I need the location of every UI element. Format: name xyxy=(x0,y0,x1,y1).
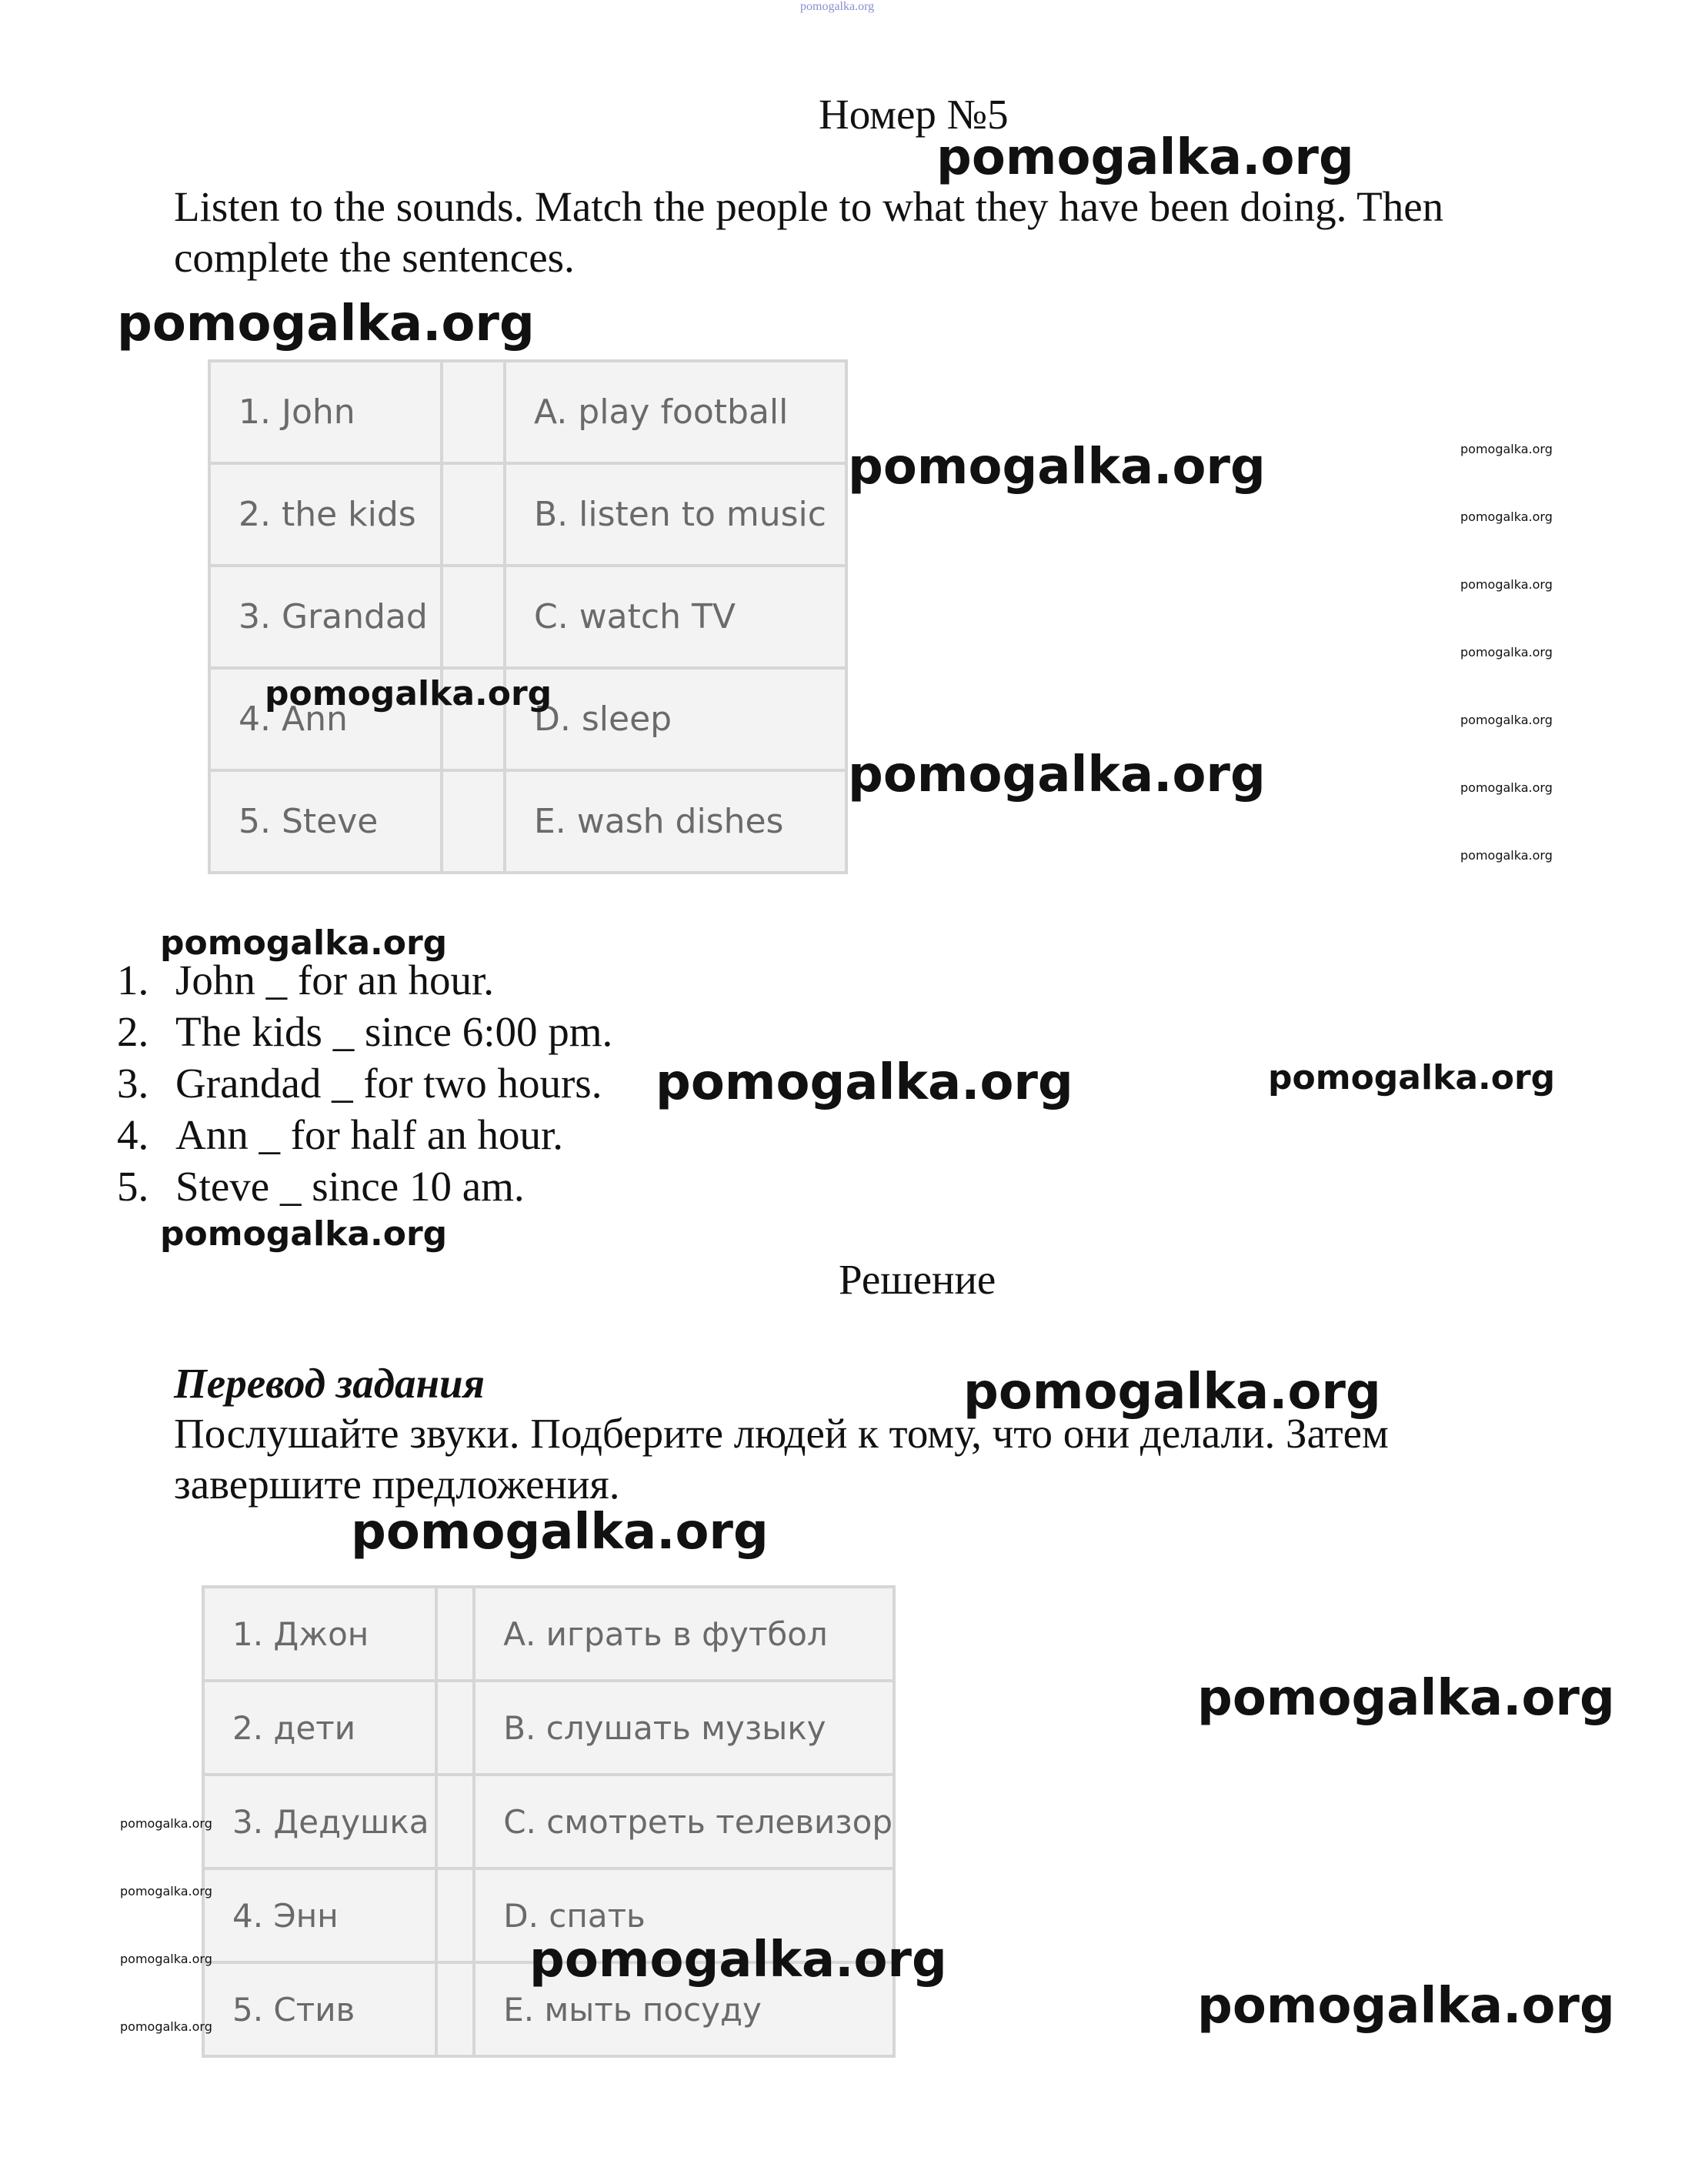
activity-cell: E. wash dishes xyxy=(505,770,846,873)
watermark: pomogalka.org xyxy=(963,1364,1381,1421)
activity-cell: D. sleep xyxy=(505,668,846,770)
activity-cell: Е. мыть посуду xyxy=(474,1962,894,2056)
table-row xyxy=(203,1681,894,1775)
watermark: pomogalka.org xyxy=(1460,645,1553,660)
answer-cell xyxy=(442,463,505,566)
person-cell: 5. Стив xyxy=(203,1962,436,2056)
activity-cell: B. listen to music xyxy=(505,463,846,566)
item-number: 3. xyxy=(117,1060,149,1107)
sentence-text: The kids _ since 6:00 pm. xyxy=(175,1008,613,1055)
person-cell: 5. Steve xyxy=(209,770,442,873)
list-item xyxy=(117,954,612,1006)
activity-cell: D. спать xyxy=(474,1868,894,1962)
sentence-text: Grandad _ for two hours. xyxy=(175,1060,602,1107)
watermark: pomogalka.org xyxy=(160,923,448,963)
watermark: pomogalka.org xyxy=(265,674,552,713)
list-item xyxy=(117,1057,612,1109)
answer-cell xyxy=(442,566,505,668)
table-row xyxy=(203,1775,894,1868)
sentence-text: Steve _ since 10 am. xyxy=(175,1163,525,1210)
watermark: pomogalka.org xyxy=(120,1884,212,1898)
person-cell: 2. дети xyxy=(203,1681,436,1775)
activity-cell: С. смотреть телевизор xyxy=(474,1775,894,1868)
list-item xyxy=(117,1109,612,1160)
table-row xyxy=(209,566,846,668)
answer-cell xyxy=(436,1962,475,2056)
table-row xyxy=(203,1587,894,1681)
table-row xyxy=(209,770,846,873)
task-instruction-ru: Послушайте звуки. Подберите людей к тому, что они делали. Затем завершите предложения. xyxy=(174,1410,1389,1508)
item-number: 1. xyxy=(117,957,149,1004)
sentence-text: Ann _ for half an hour. xyxy=(175,1111,564,1158)
activity-cell: В. слушать музыку xyxy=(474,1681,894,1775)
matching-table-en xyxy=(208,359,848,874)
list-item xyxy=(117,1006,612,1057)
item-number: 4. xyxy=(117,1111,149,1158)
activity-cell: C. watch TV xyxy=(505,566,846,668)
watermark: pomogalka.org xyxy=(529,1932,947,1989)
watermark: pomogalka.org xyxy=(120,1816,212,1831)
watermark: pomogalka.org xyxy=(1460,442,1553,456)
person-cell: 1. John xyxy=(209,361,442,463)
watermark: pomogalka.org xyxy=(848,746,1266,803)
watermark: pomogalka.org xyxy=(1460,848,1553,863)
watermark: pomogalka.org xyxy=(1460,780,1553,795)
answer-cell xyxy=(442,361,505,463)
watermark: pomogalka.org xyxy=(936,129,1354,186)
sentence-text: John _ for an hour. xyxy=(175,957,494,1004)
solution-heading: Решение xyxy=(839,1256,996,1303)
activity-cell: А. играть в футбол xyxy=(474,1587,894,1681)
watermark: pomogalka.org xyxy=(656,1054,1073,1111)
sentence-list xyxy=(117,954,612,1212)
answer-cell xyxy=(442,770,505,873)
watermark: pomogalka.org xyxy=(848,439,1266,496)
table-row xyxy=(209,463,846,566)
answer-cell xyxy=(436,1587,475,1681)
watermark: pomogalka.org xyxy=(120,2019,212,2034)
person-cell: 2. the kids xyxy=(209,463,442,566)
watermark: pomogalka.org xyxy=(1460,509,1553,524)
translation-heading: Перевод задания xyxy=(174,1360,485,1407)
person-cell: 3. Grandad xyxy=(209,566,442,668)
watermark: pomogalka.org xyxy=(1197,1670,1615,1727)
person-cell: 4. Ann xyxy=(209,668,442,770)
item-number: 5. xyxy=(117,1163,149,1210)
watermark: pomogalka.org xyxy=(160,1214,448,1254)
person-cell: 3. Дедушка xyxy=(203,1775,436,1868)
item-number: 2. xyxy=(117,1008,149,1055)
task-instruction-en: Listen to the sounds. Match the people to what they have been doing. Then complete the sentences. xyxy=(174,183,1444,281)
watermark: pomogalka.org xyxy=(1460,577,1553,592)
answer-cell xyxy=(436,1775,475,1868)
watermark-top: pomogalka.org xyxy=(800,0,875,13)
person-cell: 4. Энн xyxy=(203,1868,436,1962)
watermark: pomogalka.org xyxy=(351,1504,769,1561)
watermark: pomogalka.org xyxy=(1197,1978,1615,2035)
watermark: pomogalka.org xyxy=(1460,713,1553,727)
answer-cell xyxy=(436,1681,475,1775)
answer-cell xyxy=(436,1868,475,1962)
watermark: pomogalka.org xyxy=(120,1952,212,1966)
person-cell: 1. Джон xyxy=(203,1587,436,1681)
watermark: pomogalka.org xyxy=(117,296,535,352)
list-item xyxy=(117,1160,612,1212)
watermark: pomogalka.org xyxy=(1268,1058,1556,1097)
table-row xyxy=(209,361,846,463)
activity-cell: A. play football xyxy=(505,361,846,463)
page-title: Номер №5 xyxy=(819,91,1009,138)
